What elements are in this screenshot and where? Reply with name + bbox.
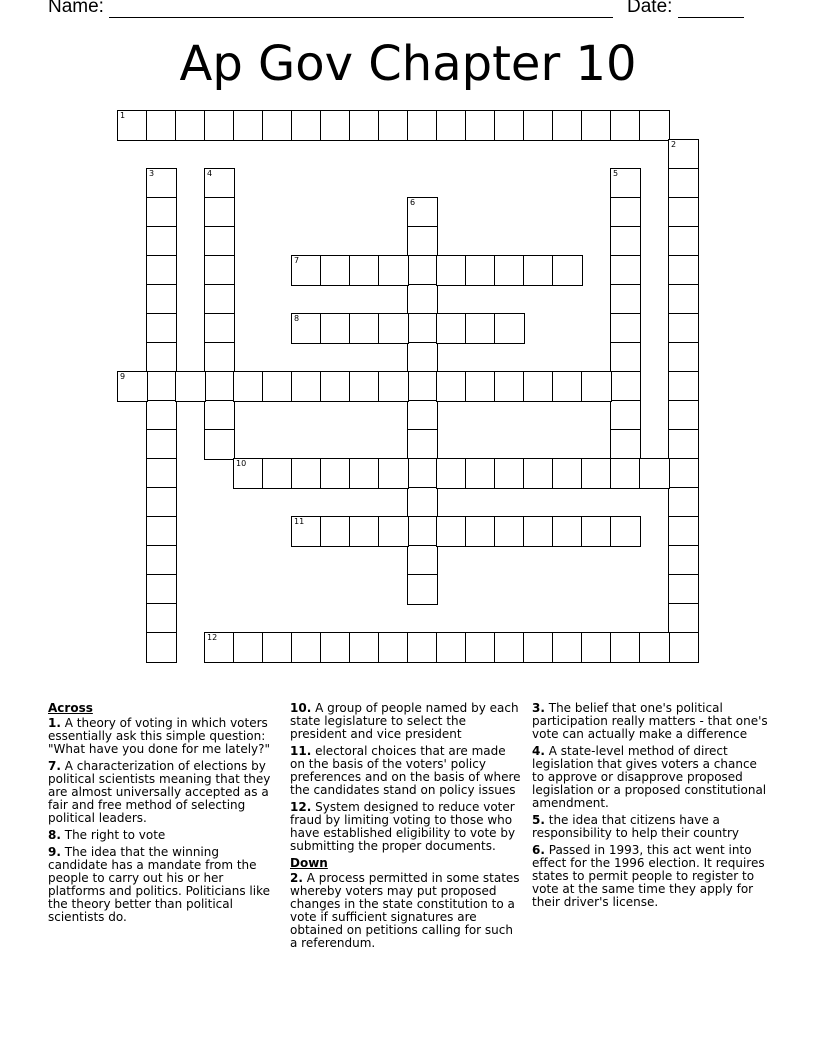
clue-number: 8	[294, 314, 300, 323]
grid-cell[interactable]	[320, 632, 351, 663]
grid-cell[interactable]	[552, 516, 583, 547]
clue-down-5: 5. the idea that citizens have a responsibility to help their country	[532, 813, 739, 840]
grid-cell[interactable]	[668, 139, 699, 170]
grid-cell[interactable]	[291, 110, 322, 141]
grid-cell[interactable]	[146, 226, 177, 257]
grid-cell[interactable]	[552, 458, 583, 489]
grid-cell[interactable]	[146, 342, 177, 373]
grid-cell[interactable]	[610, 400, 641, 431]
across-heading: Across	[48, 701, 93, 715]
grid-cell[interactable]	[494, 110, 525, 141]
grid-cell[interactable]	[436, 458, 467, 489]
grid-cell[interactable]	[378, 110, 409, 141]
grid-cell[interactable]	[668, 226, 699, 257]
grid-cell[interactable]	[291, 632, 322, 663]
grid-cell[interactable]	[465, 458, 496, 489]
grid-cell[interactable]	[668, 458, 699, 489]
grid-cell[interactable]	[204, 110, 235, 141]
grid-cell[interactable]	[668, 632, 699, 663]
grid-cell[interactable]	[668, 371, 699, 402]
grid-cell[interactable]	[146, 574, 177, 605]
clue-number: 4	[207, 169, 213, 178]
grid-cell[interactable]	[610, 371, 641, 402]
grid-cell[interactable]	[291, 516, 322, 547]
grid-cell[interactable]	[668, 255, 699, 286]
grid-cell[interactable]	[320, 313, 351, 344]
grid-cell[interactable]	[146, 632, 177, 663]
grid-cell[interactable]	[494, 632, 525, 663]
grid-cell[interactable]	[465, 632, 496, 663]
clue-across-12: 12. System designed to reduce voter fraud by limiting voting to those who have established eligibility to vote by submitting the proper documents.	[290, 800, 516, 853]
grid-cell[interactable]	[610, 313, 641, 344]
grid-cell[interactable]	[204, 632, 235, 663]
grid-cell[interactable]	[581, 458, 612, 489]
grid-cell[interactable]	[494, 313, 525, 344]
grid-cell[interactable]	[407, 371, 438, 402]
clue-number: 2	[671, 140, 677, 149]
grid-cell[interactable]	[146, 429, 177, 460]
grid-cell[interactable]	[668, 574, 699, 605]
grid-cell[interactable]	[117, 371, 148, 402]
clue-down-3: 3. The belief that one's political participation really matters - that one's vote can actually make a difference	[532, 701, 768, 741]
grid-cell[interactable]	[407, 284, 438, 315]
grid-cell[interactable]	[407, 226, 438, 257]
grid-cell[interactable]	[610, 255, 641, 286]
grid-cell[interactable]	[233, 632, 264, 663]
grid-cell[interactable]	[407, 429, 438, 460]
grid-cell[interactable]	[581, 516, 612, 547]
grid-cell[interactable]	[378, 371, 409, 402]
clue-across-7: 7. A characterization of elections by political scientists meaning that they are almost universally accepted as a fair and free method of selecting political leaders.	[48, 759, 271, 825]
grid-cell[interactable]	[407, 255, 438, 286]
clue-across-8: 8. The right to vote	[48, 828, 166, 842]
clue-number: 12	[207, 633, 218, 642]
clue-across-1: 1. A theory of voting in which voters essentially ask this simple question: "What have you done for me lately?"	[48, 716, 271, 756]
grid-cell[interactable]	[494, 516, 525, 547]
clues-column-1	[48, 702, 280, 928]
grid-cell[interactable]	[436, 110, 467, 141]
grid-cell[interactable]	[465, 313, 496, 344]
grid-cell[interactable]	[262, 371, 293, 402]
grid-cell[interactable]	[378, 632, 409, 663]
grid-cell[interactable]	[436, 371, 467, 402]
grid-cell[interactable]	[668, 516, 699, 547]
grid-cell[interactable]	[639, 632, 670, 663]
grid-cell[interactable]	[407, 400, 438, 431]
grid-cell[interactable]	[204, 429, 235, 460]
grid-cell[interactable]	[233, 458, 264, 489]
clue-down-2: 2. A process permitted in some states whereby voters may put proposed changes in the state constitution to a vote if sufficient signatures are obtained on petitions calling for such a referendum.	[290, 871, 520, 950]
grid-cell[interactable]	[610, 429, 641, 460]
grid-cell[interactable]	[204, 371, 235, 402]
grid-cell[interactable]	[523, 255, 554, 286]
grid-cell[interactable]	[407, 574, 438, 605]
grid-cell[interactable]	[146, 168, 177, 199]
grid-cell[interactable]	[465, 371, 496, 402]
clue-number: 6	[410, 198, 416, 207]
clue-number: 7	[294, 256, 300, 265]
grid-cell[interactable]	[204, 400, 235, 431]
grid-cell[interactable]	[552, 632, 583, 663]
grid-cell[interactable]	[349, 458, 380, 489]
grid-cell[interactable]	[436, 313, 467, 344]
grid-cell[interactable]	[523, 516, 554, 547]
clue-across-11: 11. electoral choices that are made on the basis of the voters' policy preferences and on the basis of where the candidates stand on policy issues	[290, 744, 521, 797]
grid-cell[interactable]	[146, 458, 177, 489]
grid-cell[interactable]	[262, 632, 293, 663]
grid-cell[interactable]	[668, 400, 699, 431]
grid-cell[interactable]	[668, 603, 699, 634]
grid-cell[interactable]	[349, 313, 380, 344]
clue-number: 3	[149, 169, 155, 178]
grid-cell[interactable]	[146, 284, 177, 315]
grid-cell[interactable]	[320, 110, 351, 141]
grid-cell[interactable]	[407, 342, 438, 373]
grid-cell[interactable]	[552, 110, 583, 141]
grid-cell[interactable]	[146, 313, 177, 344]
grid-cell[interactable]	[320, 255, 351, 286]
clue-number: 1	[120, 111, 126, 120]
clue-across-10: 10. A group of people named by each state legislature to select the president and vice president	[290, 701, 519, 741]
grid-cell[interactable]	[175, 371, 206, 402]
clue-down-4: 4. A state-level method of direct legislation that gives voters a chance to approve or disapprove proposed legislation or a proposed constitutional amendment.	[532, 744, 767, 810]
grid-cell[interactable]	[668, 313, 699, 344]
grid-cell[interactable]	[407, 545, 438, 576]
grid-cell[interactable]	[610, 284, 641, 315]
grid-cell[interactable]	[639, 458, 670, 489]
grid-cell[interactable]	[204, 342, 235, 373]
grid-cell[interactable]	[610, 458, 641, 489]
grid-cell[interactable]	[436, 516, 467, 547]
grid-cell[interactable]	[146, 400, 177, 431]
grid-cell[interactable]	[523, 632, 554, 663]
grid-cell[interactable]	[494, 458, 525, 489]
grid-cell[interactable]	[581, 371, 612, 402]
grid-cell[interactable]	[117, 110, 148, 141]
grid-cell[interactable]	[146, 516, 177, 547]
grid-cell[interactable]	[610, 168, 641, 199]
grid-cell[interactable]	[378, 255, 409, 286]
grid-cell[interactable]	[146, 487, 177, 518]
grid-cell[interactable]	[407, 110, 438, 141]
clue-down-6: 6. Passed in 1993, this act went into effect for the 1996 election. It requires states to permit people to register to vote at the same time they apply for their driver's license.	[532, 843, 765, 909]
grid-cell[interactable]	[349, 516, 380, 547]
grid-cell[interactable]	[320, 458, 351, 489]
grid-cell[interactable]	[668, 342, 699, 373]
grid-cell[interactable]	[465, 110, 496, 141]
grid-cell[interactable]	[349, 371, 380, 402]
grid-cell[interactable]	[610, 110, 641, 141]
name-label: Name:	[48, 0, 104, 17]
clue-number: 10	[236, 459, 247, 468]
grid-cell[interactable]	[610, 342, 641, 373]
grid-cell[interactable]	[552, 255, 583, 286]
clues-column-3	[532, 702, 768, 913]
grid-cell[interactable]	[378, 516, 409, 547]
grid-cell[interactable]	[204, 197, 235, 228]
grid-cell[interactable]	[262, 110, 293, 141]
grid-cell[interactable]	[349, 110, 380, 141]
grid-cell[interactable]	[407, 487, 438, 518]
grid-cell[interactable]	[668, 545, 699, 576]
grid-cell[interactable]	[320, 516, 351, 547]
grid-cell[interactable]	[204, 168, 235, 199]
grid-cell[interactable]	[291, 371, 322, 402]
grid-cell[interactable]	[668, 197, 699, 228]
grid-cell[interactable]	[349, 632, 380, 663]
grid-cell[interactable]	[320, 371, 351, 402]
grid-cell[interactable]	[610, 226, 641, 257]
grid-cell[interactable]	[291, 313, 322, 344]
grid-cell[interactable]	[436, 255, 467, 286]
grid-cell[interactable]	[204, 313, 235, 344]
grid-cell[interactable]	[204, 284, 235, 315]
date-label: Date:	[627, 0, 673, 17]
grid-cell[interactable]	[378, 458, 409, 489]
grid-cell[interactable]	[378, 313, 409, 344]
grid-cell[interactable]	[581, 110, 612, 141]
grid-cell[interactable]	[465, 255, 496, 286]
grid-cell[interactable]	[668, 284, 699, 315]
grid-cell[interactable]	[146, 545, 177, 576]
grid-cell[interactable]	[523, 110, 554, 141]
clue-number: 11	[294, 517, 305, 526]
grid-cell[interactable]	[668, 168, 699, 199]
grid-cell[interactable]	[668, 487, 699, 518]
grid-cell[interactable]	[146, 110, 177, 141]
grid-cell[interactable]	[349, 255, 380, 286]
grid-cell[interactable]	[407, 197, 438, 228]
grid-cell[interactable]	[523, 371, 554, 402]
grid-cell[interactable]	[494, 371, 525, 402]
grid-cell[interactable]	[639, 110, 670, 141]
grid-cell[interactable]	[291, 458, 322, 489]
grid-cell[interactable]	[407, 632, 438, 663]
page-title: Ap Gov Chapter 10	[179, 36, 637, 92]
grid-cell[interactable]	[146, 255, 177, 286]
grid-cell[interactable]	[204, 226, 235, 257]
grid-cell[interactable]	[146, 603, 177, 634]
down-heading: Down	[290, 856, 328, 870]
grid-cell[interactable]	[610, 632, 641, 663]
grid-cell[interactable]	[436, 632, 467, 663]
grid-cell[interactable]	[262, 458, 293, 489]
grid-cell[interactable]	[204, 255, 235, 286]
grid-cell[interactable]	[146, 197, 177, 228]
grid-cell[interactable]	[581, 632, 612, 663]
grid-cell[interactable]	[146, 371, 177, 402]
grid-cell[interactable]	[610, 197, 641, 228]
grid-cell[interactable]	[175, 110, 206, 141]
grid-cell[interactable]	[233, 110, 264, 141]
clue-across-9: 9. The idea that the winning candidate has a mandate from the people to carry out his or her platforms and politics. Politicians like the theory better than political scientists do.	[48, 845, 270, 924]
grid-cell[interactable]	[407, 458, 438, 489]
grid-cell[interactable]	[407, 313, 438, 344]
clue-number: 9	[120, 372, 126, 381]
grid-cell[interactable]	[494, 255, 525, 286]
grid-cell[interactable]	[407, 516, 438, 547]
grid-cell[interactable]	[291, 255, 322, 286]
clue-number: 5	[613, 169, 619, 178]
grid-cell[interactable]	[233, 371, 264, 402]
grid-cell[interactable]	[610, 516, 641, 547]
grid-cell[interactable]	[465, 516, 496, 547]
grid-cell[interactable]	[668, 429, 699, 460]
grid-cell[interactable]	[523, 458, 554, 489]
clues-column-2	[290, 702, 522, 954]
grid-cell[interactable]	[552, 371, 583, 402]
